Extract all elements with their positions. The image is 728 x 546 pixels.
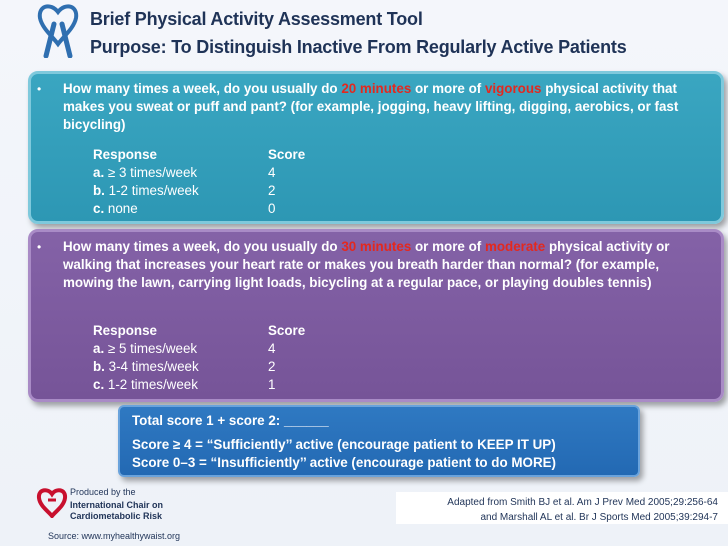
- producer-line-3: Cardiometabolic Risk: [70, 511, 163, 521]
- q1-text-c: physical activity that makes you sweat or puff and pant? (for example, jogging, heavy lifting, digging, aerobics, or fast bicycling): [63, 81, 679, 132]
- option-text: 1-2 times/week: [104, 183, 199, 198]
- option-c: [93, 376, 198, 394]
- option-letter: a.: [93, 165, 105, 180]
- option-a: [93, 164, 197, 182]
- option-letter: c.: [93, 201, 105, 216]
- option-letter: b.: [93, 183, 105, 198]
- page-subtitle: Purpose: To Distinguish Inactive From Regularly Active Patients: [90, 37, 627, 57]
- q1-text-a: How many times a week, do you usually do: [63, 81, 342, 96]
- option-c-score: 0: [268, 201, 276, 216]
- option-letter: c.: [93, 377, 105, 392]
- bullet: •: [37, 240, 42, 254]
- option-a-score: 4: [268, 165, 276, 180]
- bullet: •: [37, 82, 42, 96]
- option-c: [93, 200, 138, 218]
- option-text: 3-4 times/week: [104, 359, 199, 374]
- q2-text-a: How many times a week, do you usually do: [63, 239, 342, 254]
- question-1-card: [28, 71, 724, 224]
- option-a: [93, 340, 197, 358]
- option-letter: a.: [93, 341, 105, 356]
- score-header: Score: [268, 323, 306, 338]
- option-b: [93, 182, 199, 200]
- citation-box: [396, 492, 728, 524]
- citation-line-1: Adapted from Smith BJ et al. Am J Prev Med 2005;29:256-64: [447, 497, 718, 508]
- option-c-score: 1: [268, 377, 276, 392]
- heart-ribbon-logo-icon: [36, 2, 80, 58]
- option-b-score: 2: [268, 359, 276, 374]
- total-score-box: [118, 405, 640, 477]
- question-2-text: [63, 238, 703, 292]
- q1-highlight-duration: 20 minutes: [341, 81, 412, 96]
- score-header: Score: [268, 147, 306, 162]
- producer-line-1: Produced by the: [70, 487, 136, 497]
- option-text: 1-2 times/week: [104, 377, 198, 392]
- question-1-text: [63, 80, 703, 134]
- total-score-line: Total score 1 + score 2: ______: [132, 413, 329, 428]
- insufficient-score-line: Score 0–3 = “Insufficiently’’ active (encourage patient to do MORE): [132, 455, 557, 470]
- q1-highlight-intensity: vigorous: [484, 81, 542, 96]
- question-2-card: [28, 229, 724, 402]
- citation-line-2: and Marshall AL et al. Br J Sports Med 2005;39:294-7: [480, 512, 718, 523]
- option-b: [93, 358, 199, 376]
- page-title: Brief Physical Activity Assessment Tool: [90, 9, 423, 29]
- option-letter: b.: [93, 359, 105, 374]
- option-text: none: [104, 201, 138, 216]
- option-b-score: 2: [268, 183, 276, 198]
- source-note: Source: www.myhealthywaist.org: [48, 531, 181, 541]
- heart-logo-icon: [36, 486, 68, 518]
- q2-text-c: physical activity or walking that increases your heart rate or makes you breath harder than normal? (for example, mowing the lawn, carrying light loads, bicycling at a regular pace, or playing doubles tennis): [63, 239, 670, 290]
- option-text: ≥ 5 times/week: [104, 341, 198, 356]
- option-a-score: 4: [268, 341, 276, 356]
- response-header: Response: [93, 147, 157, 162]
- q2-highlight-intensity: moderate: [484, 239, 546, 254]
- q2-highlight-duration: 30 minutes: [341, 239, 412, 254]
- option-text: ≥ 3 times/week: [104, 165, 198, 180]
- sufficient-score-line: Score ≥ 4 = “Sufficiently’’ active (encourage patient to KEEP IT UP): [132, 437, 556, 452]
- producer-block: [28, 484, 188, 526]
- q1-text-b: or more of: [411, 81, 485, 96]
- q2-text-b: or more of: [411, 239, 485, 254]
- producer-line-2: International Chair on: [70, 500, 164, 510]
- response-header: Response: [93, 323, 157, 338]
